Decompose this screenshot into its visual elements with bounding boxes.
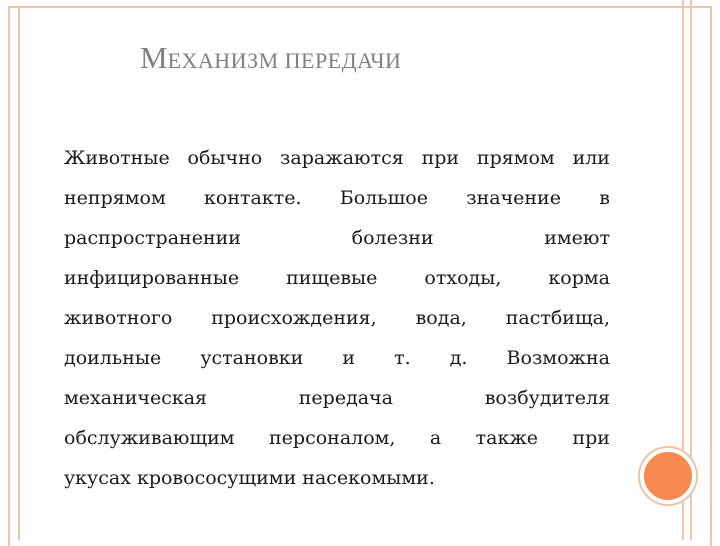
body-word: имеют <box>544 227 610 249</box>
body-word: установки <box>200 347 304 369</box>
body-word: пищевые <box>286 267 378 289</box>
body-line <box>64 298 610 338</box>
slide-title <box>140 40 600 76</box>
body-word: отходы, <box>424 267 502 289</box>
body-word: а <box>429 427 442 449</box>
body-word: передача <box>298 387 393 409</box>
body-word: пастбища, <box>505 307 610 329</box>
body-word: при <box>421 147 460 169</box>
body-word: механическая <box>64 387 208 409</box>
body-line <box>64 178 610 218</box>
body-word: Животные <box>64 147 170 169</box>
body-word: Большое <box>339 187 428 209</box>
body-word: обслуживающим <box>64 427 235 449</box>
body-word: персоналом, <box>269 427 396 449</box>
body-word: доильные <box>64 347 162 369</box>
body-word: корма <box>548 267 610 289</box>
body-line <box>64 458 610 498</box>
body-line <box>64 378 610 418</box>
body-word: обычно <box>187 147 263 169</box>
decorative-circle <box>640 448 696 504</box>
body-word: распространении <box>64 227 241 249</box>
body-line <box>64 338 610 378</box>
slide-body-text <box>64 138 610 498</box>
body-word: вода, <box>415 307 467 329</box>
body-word: д. <box>449 347 468 369</box>
body-word: укусах кровососущими насекомыми. <box>64 467 435 489</box>
body-line <box>64 418 610 458</box>
body-word: контакте. <box>204 187 302 209</box>
body-word: значение <box>466 187 561 209</box>
body-word: болезни <box>351 227 434 249</box>
body-word: или <box>572 147 610 169</box>
body-word: при <box>572 427 610 449</box>
body-word: также <box>475 427 539 449</box>
body-word: в <box>599 187 610 209</box>
frame-rule-left <box>18 6 20 540</box>
body-word: инфицированные <box>64 267 240 289</box>
body-word: непрямом <box>64 187 166 209</box>
body-word: Возможна <box>506 347 610 369</box>
body-line <box>64 138 610 178</box>
body-word: происхождения, <box>211 307 377 329</box>
body-line <box>64 258 610 298</box>
body-word: животного <box>64 307 173 329</box>
title-rest: ЕХАНИЗМ ПЕРЕДАЧИ <box>167 48 402 73</box>
body-line <box>64 218 610 258</box>
title-initial: М <box>140 40 168 75</box>
body-word: и <box>342 347 356 369</box>
body-word: возбудителя <box>484 387 610 409</box>
body-word: прямом <box>476 147 555 169</box>
body-word: т. <box>394 347 411 369</box>
body-word: заражаются <box>280 147 404 169</box>
